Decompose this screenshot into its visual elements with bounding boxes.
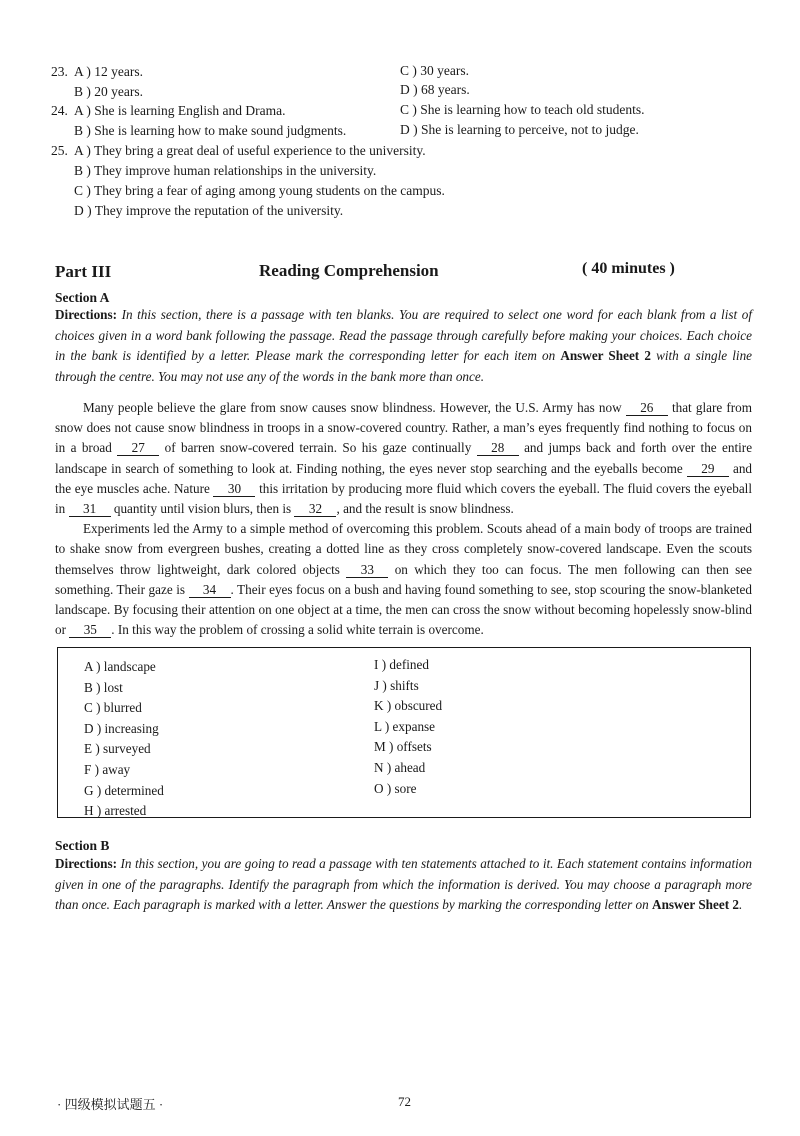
option-b: B ) 20 years. bbox=[74, 84, 143, 99]
word-bank-item: B ) lost bbox=[84, 679, 123, 695]
option-a: A ) They bring a great deal of useful experience to the university. bbox=[74, 143, 426, 158]
word-bank-item: H ) arrested bbox=[84, 803, 147, 819]
option-b: B ) She is learning how to make sound judgments. bbox=[74, 123, 347, 138]
blank-34: 34 bbox=[189, 583, 231, 598]
word-bank-left-column bbox=[84, 657, 164, 822]
option-a: A ) 12 years. bbox=[74, 64, 143, 79]
directions-text: In this section, there is a passage with ten blanks. You are required to select one word for each blank from a list of choices given in a word bank following the passage. Read the passage through carefully before making your choices. Each choice in the bank is identified by a letter. Please mark the corresponding letter for each item on bbox=[55, 307, 752, 363]
directions-label: Directions: bbox=[55, 856, 118, 871]
word-bank-item: O ) sore bbox=[374, 780, 417, 796]
section-b-directions bbox=[55, 854, 752, 916]
word-bank-item: N ) ahead bbox=[374, 759, 426, 775]
blank-29: 29 bbox=[687, 462, 729, 477]
option-c: C ) They bring a fear of aging among young students on the campus. bbox=[74, 183, 445, 198]
word-bank-item: C ) blurred bbox=[84, 700, 142, 716]
blank-28: 28 bbox=[477, 441, 519, 456]
question-number: 24. bbox=[51, 103, 68, 118]
word-bank-item: I ) defined bbox=[374, 657, 429, 672]
option-c: C ) 30 years. bbox=[400, 63, 469, 78]
word-bank-item: L ) expanse bbox=[374, 718, 436, 734]
word-bank-item: J ) shifts bbox=[374, 677, 419, 693]
word-bank-item: F ) away bbox=[84, 761, 131, 777]
section-a-heading: Section A bbox=[55, 290, 110, 305]
blank-27: 27 bbox=[117, 441, 159, 456]
blank-32: 32 bbox=[294, 502, 336, 517]
blank-35: 35 bbox=[69, 623, 111, 638]
directions-text-end: . bbox=[738, 897, 743, 912]
directions-text: In this section, you are going to read a passage with ten statements attached to it. Each statement contains information given in one of the paragraphs. Identify the paragraph from which the information is derived. You may choose a paragraph more than once. Each paragraph is marked with a letter. Answer the questions by marking the corresponding letter on bbox=[55, 856, 752, 912]
section-a-directions bbox=[55, 305, 752, 387]
passage bbox=[55, 398, 752, 640]
word-bank-item: D ) increasing bbox=[84, 720, 159, 736]
answer-sheet-ref: Answer Sheet 2 bbox=[560, 348, 651, 363]
blank-33: 33 bbox=[346, 563, 388, 578]
passage-paragraph-1: Many people believe the glare from snow causes snow blindness. However, the U.S. Army has now 26 that glare from snow does not cause snow blindness in troops in a snow-covered country. Rather, a man’s eyes frequently find nothing to focus on in a broad 27 of barren snow-covered terrain. So his gaze continually 28 and jumps back and forth over the entire landscape in search of something to look at. Finding nothing, the eyes never stop searching and the eyeballs become 29 and the eye muscles ache. Nature 30 this irritation by producing more fluid which covers the eyeball. The fluid covers the eyeball in 31 quantity until vision blurs, then is 32 , and the result is snow blindness. bbox=[55, 400, 753, 517]
blank-30: 30 bbox=[213, 482, 255, 497]
option-d: D ) 68 years. bbox=[400, 82, 470, 97]
answer-sheet-ref: Answer Sheet 2 bbox=[652, 897, 739, 912]
part-time: ( 40 minutes ) bbox=[582, 260, 675, 277]
word-bank-right-column bbox=[374, 655, 442, 799]
word-bank-item: G ) determined bbox=[84, 782, 164, 798]
word-bank bbox=[57, 647, 751, 818]
word-bank-item: E ) surveyed bbox=[84, 741, 151, 757]
page-number: 72 bbox=[398, 1094, 411, 1109]
passage-paragraph-2: Experiments led the Army to a simple method of overcoming this problem. Scouts ahead of a main body of troops are trained to shake snow from evergreen bushes, creating a dotted line as they cross completely snow-covered landscape. Even the scouts themselves throw lightweight, dark colored objects 33 on which they too can focus. The men following can then see something. Their gaze is 34 . Their eyes focus on a bush and having found something to see, stop scouring the snow-blanketed landscape. By focusing their attention on one object at a time, the men can cross the snow without becoming hopelessly snow-blind or 35 . In this way the problem of crossing a solid white terrain is overcome. bbox=[55, 521, 753, 638]
part-label: Part III bbox=[55, 262, 112, 281]
directions-text-end: with a single line through the centre. You may not use any of the words in the bank more than once. bbox=[55, 348, 753, 384]
question-number: 23. bbox=[51, 64, 68, 79]
word-bank-item: K ) obscured bbox=[374, 698, 443, 714]
word-bank-item: M ) offsets bbox=[374, 739, 432, 755]
word-bank-item: A ) landscape bbox=[84, 659, 156, 674]
directions-label: Directions: bbox=[55, 307, 118, 322]
part-title: Reading Comprehension bbox=[259, 261, 439, 280]
option-d: D ) They improve the reputation of the university. bbox=[74, 203, 344, 218]
option-a: A ) She is learning English and Drama. bbox=[74, 103, 286, 118]
option-c: C ) She is learning how to teach old students. bbox=[400, 102, 645, 117]
option-b: B ) They improve human relationships in the university. bbox=[74, 163, 377, 178]
option-d: D ) She is learning to perceive, not to judge. bbox=[400, 122, 639, 137]
blank-31: 31 bbox=[69, 502, 111, 517]
section-b-heading: Section B bbox=[55, 838, 110, 853]
question-number: 25. bbox=[51, 143, 68, 158]
footer-title: · 四级模拟试题五 · bbox=[57, 1097, 164, 1112]
blank-26: 26 bbox=[626, 401, 668, 416]
